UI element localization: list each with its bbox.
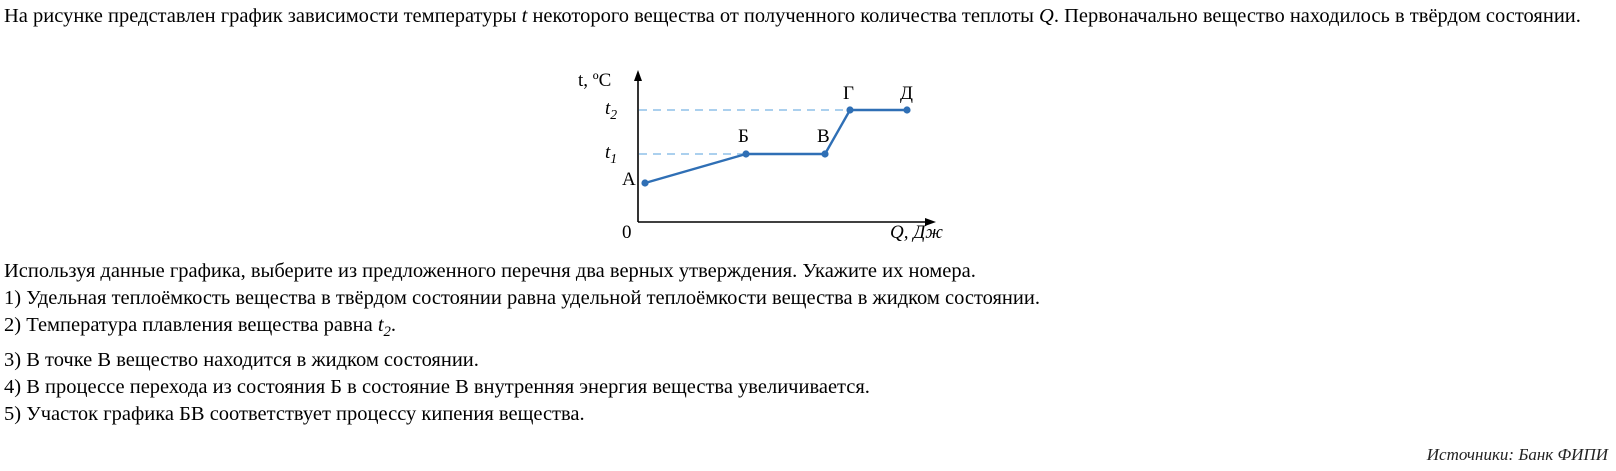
intro-text-part1: На рисунке представлен график зависимости температуры xyxy=(4,5,522,27)
point-label-v: В xyxy=(817,126,830,147)
answer-option-4-num: 4) xyxy=(4,375,22,398)
graph-curve xyxy=(641,106,910,186)
answer-option-3-num: 3) xyxy=(4,348,22,371)
answer-option-3-text: В точке В вещество находится в жидком состоянии. xyxy=(26,348,479,371)
axes xyxy=(634,70,936,226)
answer-option-2-num: 2) xyxy=(4,314,22,337)
answer-option-4-text: В процессе перехода из состояния Б в состояние В внутренняя энергия вещества увеличивается. xyxy=(26,375,870,398)
intro-paragraph xyxy=(4,3,1604,30)
answer-option-4 xyxy=(4,374,1604,401)
point-g-marker xyxy=(846,106,853,113)
answer-option-5-num: 5) xyxy=(4,403,22,426)
tick-label-t1-sub: 1 xyxy=(610,150,618,166)
answer-option-5-text: Участок графика БВ соответствует процессу кипения вещества. xyxy=(26,403,585,426)
y-axis-label: t, ºC xyxy=(578,70,612,91)
intro-text-part3: . Первоначально вещество находилось в твёрдом состоянии. xyxy=(1053,5,1581,27)
answer-option-2-text-pre: Температура плавления вещества равна xyxy=(26,314,378,337)
answer-option-1-num: 1) xyxy=(4,287,22,310)
intro-variable-t: t xyxy=(521,5,528,27)
answer-option-3 xyxy=(4,347,1604,374)
point-label-g: Г xyxy=(843,83,854,104)
answer-option-2-variable-sub: 2 xyxy=(383,324,391,341)
tick-label-t2-sub: 2 xyxy=(610,106,618,122)
answer-option-2 xyxy=(4,312,1604,346)
point-d-marker xyxy=(903,106,910,113)
questions-prompt: Используя данные графика, выберите из предложенного перечня два верных утверждения. Укажите их номера. xyxy=(4,260,976,282)
answer-option-5 xyxy=(4,401,1604,428)
tick-label-t1: $t_1$ xyxy=(605,142,618,166)
temperature-heat-graph xyxy=(560,62,980,252)
x-axis-label: Q, Дж xyxy=(890,222,943,243)
answer-option-2-text-post: . xyxy=(390,314,397,337)
point-label-b: Б xyxy=(738,126,749,147)
point-v-marker xyxy=(821,150,828,157)
source-note: Источники: Банк ФИПИ xyxy=(1426,445,1608,464)
answer-option-2-variable: t xyxy=(377,314,384,337)
answer-option-1 xyxy=(4,285,1604,312)
point-label-a: А xyxy=(622,169,636,190)
answer-option-1-text: Удельная теплоёмкость вещества в твёрдом состоянии равна удельной теплоёмкости вещества в жидком состоянии. xyxy=(26,287,1040,310)
point-a-marker xyxy=(641,179,648,186)
point-label-d: Д xyxy=(900,83,913,104)
point-b-marker xyxy=(742,150,749,157)
intro-text-part2: некоторого вещества от полученного количества теплоты xyxy=(527,5,1040,27)
tick-label-t2: $t_2$ xyxy=(605,98,618,122)
questions-block xyxy=(4,258,1604,428)
intro-variable-q: Q xyxy=(1039,5,1054,27)
origin-label: 0 xyxy=(622,222,632,243)
